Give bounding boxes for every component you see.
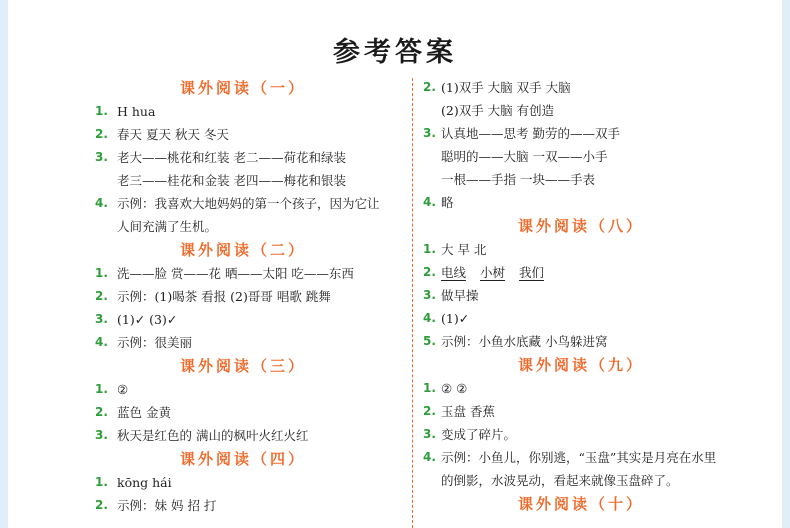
answer-line [88,331,398,354]
answer-line [416,238,746,261]
answer-text: 示例：(1)喝茶 看报 (2)哥哥 唱歌 跳舞 [117,289,331,304]
section-title: 课外阅读（八） [517,217,644,235]
section-title: 课外阅读（四） [179,450,306,468]
answer-text: ② ② [441,381,468,396]
item-number: 4. [423,311,436,325]
item-number: 1. [95,266,108,280]
answer-text: 大 早 北 [441,242,487,257]
answer-line [88,424,398,447]
answer-line [416,377,746,400]
section-title: 课外阅读（二） [179,241,306,259]
item-number: 5. [423,334,436,348]
item-number: 3. [95,150,108,164]
item-number: 1. [95,104,108,118]
answer-text: 蓝色 金黄 [117,405,171,420]
answer-line [88,494,398,517]
item-number: 2. [95,498,108,512]
answer-text: 一根——手指 一块——手表 [441,172,595,187]
item-number: 2. [423,404,436,418]
underlined-answers [441,261,544,284]
answer-line [88,146,398,169]
answer-text: 玉盘 香蕉 [441,404,495,419]
answer-line [416,168,746,191]
section-title: 课外阅读（十） [517,495,644,513]
section-title: 课外阅读（三） [179,357,306,375]
answer-line [416,122,746,145]
answer-text: (2)双手 大脑 有创造 [441,103,555,118]
answer-text: 春天 夏天 秋天 冬天 [117,127,229,142]
answer-line [88,471,398,494]
page-title: 参考答案 [333,37,457,68]
answer-line [88,262,398,285]
answer-line [88,123,398,146]
underlined-word: 电线 [441,265,467,280]
answer-line [416,446,746,469]
item-number: 2. [95,289,108,303]
answer-text: H hua [117,104,156,119]
answer-line [416,99,746,122]
right-column [416,76,746,516]
answer-line [416,76,746,99]
item-number: 1. [423,242,436,256]
item-number: 2. [95,405,108,419]
answer-text: 示例：很美丽 [117,335,193,350]
answer-text: 的倒影，水波晃动，看起来就像玉盘碎了。 [441,473,679,488]
answer-text: ② [117,382,129,397]
answer-text: 老大——桃花和红装 老二——荷花和绿装 [117,150,346,165]
item-number: 3. [423,126,436,140]
item-number: 4. [423,195,436,209]
answer-line [88,308,398,331]
item-number: 1. [423,381,436,395]
answer-text: 示例：我喜欢大地妈妈的第一个孩子，因为它让 [117,196,380,211]
answer-text: 做早操 [441,288,479,303]
item-number: 1. [95,382,108,396]
answer-text: 示例：妹 妈 招 打 [117,498,217,513]
item-number: 1. [95,475,108,489]
left-column [88,76,398,517]
answer-text: 秋天是红色的 满山的枫叶火红火红 [117,428,309,443]
answer-line [88,401,398,424]
answer-text: 变成了碎片。 [441,427,517,442]
answer-text: 老三——桂花和金装 老四——梅花和银装 [117,173,346,188]
underlined-word: 小树 [480,265,506,280]
section-title: 课外阅读（一） [179,79,306,97]
answer-line [416,145,746,168]
answer-line [416,400,746,423]
answer-line [416,307,746,330]
answer-line [416,330,746,353]
answer-page [8,0,782,528]
answer-text: 人间充满了生机。 [117,219,218,234]
item-number: 4. [95,335,108,349]
answer-text: (1)✓ (3)✓ [117,312,178,327]
item-number: 3. [423,427,436,441]
answer-line [88,285,398,308]
answer-text: 认真地——思考 勤劳的——双手 [441,126,620,141]
answer-text: 示例：小鱼水底藏 小鸟躲进窝 [441,334,608,349]
item-number: 2. [423,265,436,279]
item-number: 3. [95,312,108,326]
answer-line [416,191,746,214]
item-number: 2. [95,127,108,141]
answer-line [88,215,398,238]
item-number: 3. [423,288,436,302]
answer-text: kōng hái [117,475,172,490]
underlined-word: 我们 [519,265,545,280]
answer-text: (1)✓ [441,311,470,326]
answer-text: 洗——脸 赏——花 晒——太阳 吃——东西 [117,266,354,281]
answer-line [88,192,398,215]
answer-line [416,261,746,284]
answer-line [416,284,746,307]
column-divider [412,78,413,528]
answer-line [416,469,746,492]
section-title: 课外阅读（九） [517,356,644,374]
answer-line [416,423,746,446]
item-number: 4. [95,196,108,210]
answer-text: (1)双手 大脑 双手 大脑 [441,80,571,95]
item-number: 2. [423,80,436,94]
item-number: 3. [95,428,108,442]
answer-line [88,378,398,401]
answer-text: 聪明的——大脑 一双——小手 [441,149,608,164]
answer-line [88,100,398,123]
answer-line [88,169,398,192]
item-number: 4. [423,450,436,464]
answer-text: 示例：小鱼儿，你别逃，“玉盘”其实是月亮在水里 [441,450,717,465]
answer-text: 略 [441,195,454,210]
